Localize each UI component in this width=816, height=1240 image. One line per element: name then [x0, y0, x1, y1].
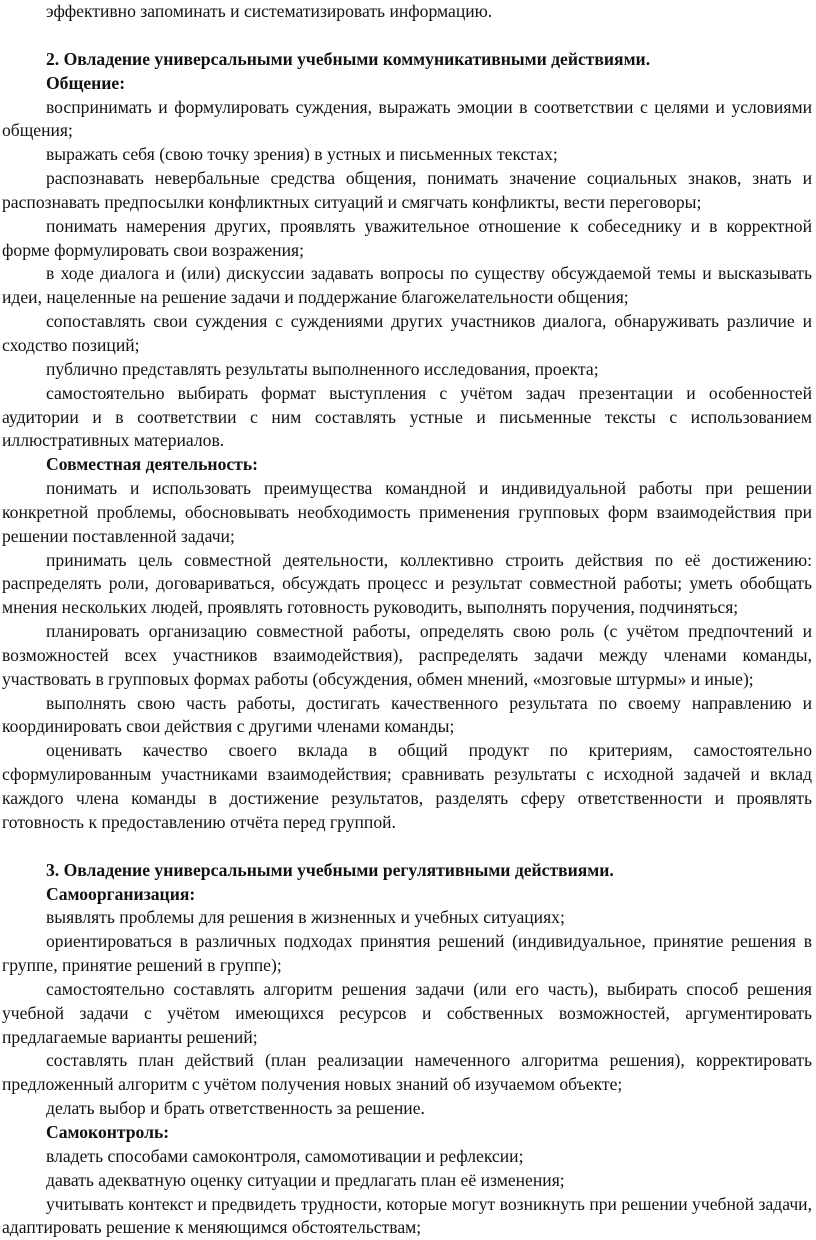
section-heading: 3. Овладение универсальными учебными регулятивными действиями. — [2, 859, 812, 883]
list-item: планировать организацию совместной работы, определять свою роль (с учётом предпочтений и возможностей всех участников взаимодействия), распределять задачи между членами команды, участвовать в групповых формах работы (обсуждения, обмен мнений, «мозговые штурмы» и иные); — [2, 620, 812, 692]
section-number: 3 — [46, 860, 55, 880]
subsection-heading: Общение: — [2, 72, 812, 96]
list-item: выполнять свою часть работы, достигать качественного результата по своему направлению и координировать свои действия с другими членами команды; — [2, 692, 812, 740]
list-item: ориентироваться в различных подходах принятия решений (индивидуальное, принятие решения в группе, принятие решений в группе); — [2, 930, 812, 978]
list-item: самостоятельно выбирать формат выступления с учётом задач презентации и особенностей аудитории и в соответствии с ним составлять устные и письменные тексты с использованием иллюстративных материалов. — [2, 382, 812, 454]
list-item: сопоставлять свои суждения с суждениями других участников диалога, обнаруживать различие и сходство позиций; — [2, 310, 812, 358]
list-item: давать адекватную оценку ситуации и предлагать план её изменения; — [2, 1169, 812, 1193]
list-item: учитывать контекст и предвидеть трудности, которые могут возникнуть при решении учебной задачи, адаптировать решение к меняющимся обстоятельствам; — [2, 1193, 812, 1240]
subsection-heading: Совместная деятельность: — [2, 453, 812, 477]
list-item: публично представлять результаты выполненного исследования, проекта; — [2, 358, 812, 382]
list-item: в ходе диалога и (или) дискуссии задавать вопросы по существу обсуждаемой темы и высказывать идеи, нацеленные на решение задачи и поддержание благожелательности общения; — [2, 262, 812, 310]
list-item: понимать и использовать преимущества командной и индивидуальной работы при решении конкретной проблемы, обосновывать необходимость применения групповых форм взаимодействия при решении поставленной задачи; — [2, 477, 812, 549]
subsection-heading: Самоконтроль: — [2, 1121, 812, 1145]
list-item: владеть способами самоконтроля, самомотивации и рефлексии; — [2, 1145, 812, 1169]
subsection-heading: Самоорганизация: — [2, 883, 812, 907]
list-item: оценивать качество своего вклада в общий продукт по критериям, самостоятельно сформулированным участниками взаимодействия; сравнивать результаты с исходной задачей и вклад каждого члена команды в достижение результатов, разделять сферу ответственности и проявлять готовность к предоставлению отчёта перед группой. — [2, 739, 812, 834]
list-item: выявлять проблемы для решения в жизненных и учебных ситуациях; — [2, 906, 812, 930]
list-item: распознавать невербальные средства общения, понимать значение социальных знаков, знать и распознавать предпосылки конфликтных ситуаций и смягчать конфликты, вести переговоры; — [2, 167, 812, 215]
list-item: воспринимать и формулировать суждения, выражать эмоции в соответствии с целями и условиями общения; — [2, 96, 812, 144]
section-title: Овладение универсальными учебными коммуникативными действиями. — [64, 49, 651, 69]
section-title: Овладение универсальными учебными регулятивными действиями. — [64, 860, 614, 880]
list-item: самостоятельно составлять алгоритм решения задачи (или его часть), выбирать способ решения учебной задачи с учётом имеющихся ресурсов и собственных возможностей, аргументировать предлагаемые варианты решений; — [2, 978, 812, 1050]
list-item: составлять план действий (план реализации намеченного алгоритма решения), корректировать предложенный алгоритм с учётом получения новых знаний об изучаемом объекте; — [2, 1049, 812, 1097]
section-number: 2 — [46, 49, 55, 69]
paragraph: эффективно запоминать и систематизировать информацию. — [2, 0, 812, 24]
list-item: делать выбор и брать ответственность за решение. — [2, 1097, 812, 1121]
list-item: принимать цель совместной деятельности, коллективно строить действия по её достижению: распределять роли, договариваться, обсуждать процесс и результат совместной работы; уметь обобщать мнения нескольких людей, проявлять готовность руководить, выполнять поручения, подчиняться; — [2, 549, 812, 621]
list-item: понимать намерения других, проявлять уважительное отношение к собеседнику и в корректной форме формулировать свои возражения; — [2, 215, 812, 263]
list-item: выражать себя (свою точку зрения) в устных и письменных текстах; — [2, 143, 812, 167]
section-heading: 2. Овладение универсальными учебными коммуникативными действиями. — [2, 48, 812, 72]
